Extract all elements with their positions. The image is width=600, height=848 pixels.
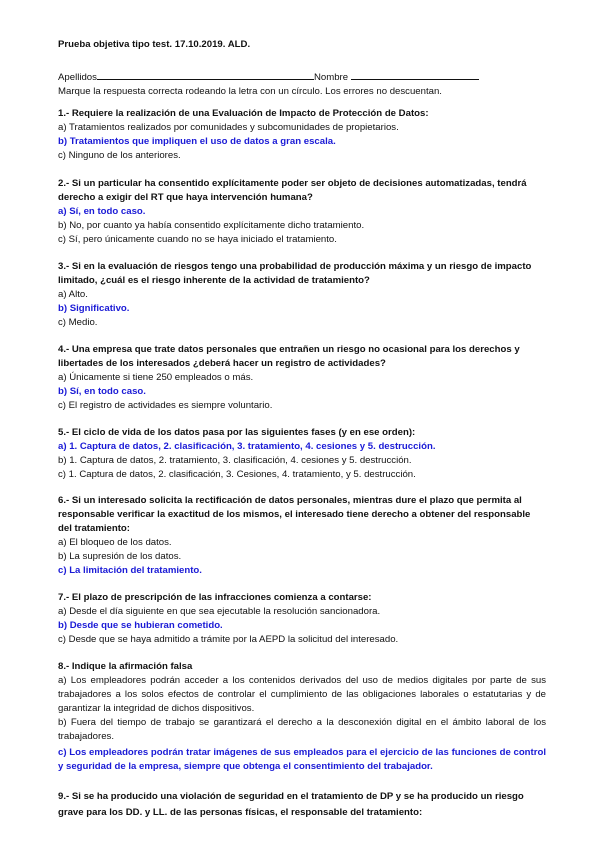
option-a: a) Tratamientos realizados por comunidades y subcomunidades de propietarios. (58, 122, 399, 133)
question-title: 4.- Una empresa que trate datos personales que entrañen un riesgo no ocasional para los derechos y libertades de los interesados ¿deberá hacer un registro de actividades? (58, 344, 520, 369)
option-b-correct: b) Tratamientos que impliquen el uso de datos a gran escala. (58, 136, 336, 147)
option-c: c) Sí, pero únicamente cuando no se haya iniciado el tratamiento. (58, 234, 337, 245)
nombre-blank (351, 69, 479, 80)
instructions: Marque la respuesta correcta rodeando la letra con un círculo. Los errores no descuentan. (58, 86, 442, 97)
question-2 (58, 177, 546, 247)
question-title: 6.- Si un interesado solicita la rectificación de datos personales, mientras dure el plazo que permita al responsable verificar la exactitud de los mismos, el interesado tiene derecho a obtener del responsable del tratamiento: (58, 495, 531, 534)
exam-header (58, 38, 548, 99)
question-6 (58, 494, 546, 578)
option-c: c) El registro de actividades es siempre voluntario. (58, 400, 273, 411)
option-a-correct: a) 1. Captura de datos, 2. clasificación, 3. tratamiento, 4. cesiones y 5. destrucción. (58, 441, 436, 452)
option-a: a) Alto. (58, 289, 88, 300)
option-a: a) Únicamente si tiene 250 empleados o más. (58, 372, 254, 383)
option-c: c) Medio. (58, 317, 98, 328)
question-9 (58, 789, 546, 821)
question-title: 3.- Si en la evaluación de riesgos tengo una probabilidad de producción máxima y un riesgo de impacto limitado, ¿cuál es el riesgo inherente de la actividad de tratamiento? (58, 261, 532, 286)
option-c: c) Desde que se haya admitido a trámite por la AEPD la solicitud del interesado. (58, 634, 399, 645)
nombre-label: Nombre (313, 72, 349, 83)
apellidos-blank (97, 69, 314, 80)
question-3 (58, 260, 546, 330)
option-b: b) 1. Captura de datos, 2. tratamiento, 3. clasificación, 4. cesiones y 5. destrucción. (58, 455, 412, 466)
question-5 (58, 426, 546, 482)
question-title: 7.- El plazo de prescripción de las infracciones comienza a contarse: (58, 592, 372, 603)
question-8 (58, 660, 546, 774)
option-b: b) La supresión de los datos. (58, 551, 182, 562)
option-c-correct: c) La limitación del tratamiento. (58, 565, 202, 576)
option-a: a) Los empleadores podrán acceder a los contenidos derivados del uso de medios digitales por parte de sus trabajadores a los solos efectos de controlar el cumplimiento de las obligaciones laborales o estatutarias y de garantizar la integridad de dichos dispositivos. (58, 675, 546, 714)
option-a: a) Desde el día siguiente en que sea ejecutable la resolución sancionadora. (58, 606, 381, 617)
question-1 (58, 107, 546, 163)
option-c-correct: c) Los empleadores podrán tratar imágenes de sus empleados para el ejercicio de las funciones de control y seguridad de la empresa, siempre que obtenga el consentimiento del trabajador. (58, 747, 546, 772)
question-title: 8.- Indique la afirmación falsa (58, 661, 193, 672)
question-title: 1.- Requiere la realización de una Evaluación de Impacto de Protección de Datos: (58, 108, 429, 119)
name-line (58, 69, 548, 85)
option-b: b) No, por cuanto ya había consentido explícitamente dicho tratamiento. (58, 220, 365, 231)
option-a-correct: a) Sí, en todo caso. (58, 206, 146, 217)
option-c: c) 1. Captura de datos, 2. clasificación, 3. Cesiones, 4. tratamiento, y 5. destrucción. (58, 469, 416, 480)
option-c: c) Ninguno de los anteriores. (58, 150, 181, 161)
option-b-correct: b) Sí, en todo caso. (58, 386, 146, 397)
apellidos-label: Apellidos (58, 72, 97, 83)
option-a: a) El bloqueo de los datos. (58, 537, 172, 548)
option-b-correct: b) Significativo. (58, 303, 130, 314)
question-title: 2.- Si un particular ha consentido explícitamente poder ser objeto de decisiones automatizadas, tendrá derecho a exigir del RT que haya intervención humana? (58, 178, 527, 203)
question-title: 5.- El ciclo de vida de los datos pasa por las siguientes fases (y en ese orden): (58, 427, 416, 438)
option-b-correct: b) Desde que se hubieran cometido. (58, 620, 223, 631)
exam-title: Prueba objetiva tipo test. 17.10.2019. ALD. (58, 39, 251, 50)
question-7 (58, 591, 546, 647)
question-4 (58, 343, 546, 413)
option-b: b) Fuera del tiempo de trabajo se garantizará el derecho a la desconexión digital en el ámbito laboral de los trabajadores. (58, 717, 546, 742)
question-title: 9.- Si se ha producido una violación de seguridad en el tratamiento de DP y se ha producido un riesgo grave para los DD. y LL. de las personas físicas, el responsable del tratamiento: (58, 791, 524, 818)
